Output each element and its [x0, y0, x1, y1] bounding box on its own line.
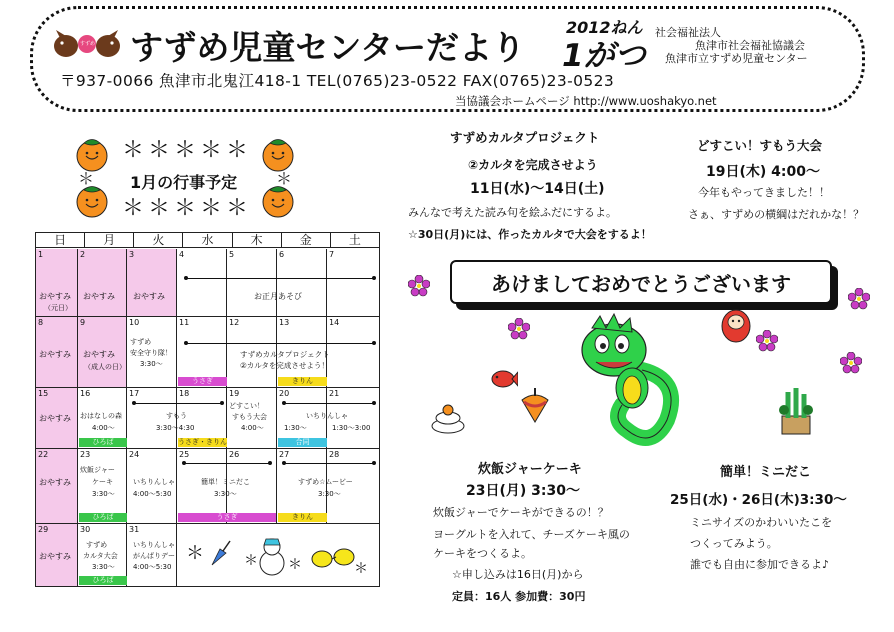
event-label: どすこい！ [229, 402, 264, 410]
star-icon: ＊ [148, 196, 171, 221]
calendar-cell [227, 249, 277, 317]
sumo-date: 19日(木) 4:00～ [706, 164, 820, 180]
holiday-note: （成人の日） [84, 363, 126, 371]
karuta-title: すずめカルタプロジェクト [450, 130, 600, 145]
event-label: いちりんしゃ [133, 478, 175, 486]
event-span-bar [284, 463, 374, 464]
event-label: すずめ☆ムービー [298, 478, 353, 486]
day-number: 13 [279, 318, 290, 327]
group-tag: ひろば [79, 438, 127, 447]
star-icon: ＊ [174, 196, 197, 221]
event-span-bar [284, 403, 374, 404]
calendar-cell [327, 249, 380, 317]
day-number: 24 [129, 450, 140, 459]
plum-flower-icon [848, 288, 870, 310]
event-span-bar [134, 403, 222, 404]
group-tag: きりん [278, 377, 327, 386]
cake-line1: 炊飯ジャーでケーキができるの！？ [433, 506, 609, 519]
holiday-label: おやすみ [39, 292, 71, 301]
karuta-dates: 11日(水)～14日(土) [470, 181, 605, 197]
event-label: すもう [166, 412, 187, 420]
star-icon: ＊ [226, 138, 249, 163]
day-number: 31 [129, 525, 140, 534]
plum-flower-icon [408, 275, 430, 297]
group-tag: うさぎ・きりん [178, 438, 227, 446]
day-number: 12 [229, 318, 240, 327]
day-number: 9 [80, 318, 86, 327]
kite-date: 25日(水)・26日(木)3:30～ [670, 492, 847, 508]
weekday-sat: 土 [348, 233, 361, 247]
holiday-label: おやすみ [39, 478, 71, 487]
event-time: 3:30～ [318, 490, 341, 498]
day-number: 10 [129, 318, 140, 327]
cake-line3: ケーキをつくるよ。 [433, 547, 532, 560]
sumo-line1: 今年もやってきました！！ [698, 186, 830, 199]
weekday-fri: 金 [282, 233, 331, 247]
holiday-label: おやすみ [83, 292, 115, 301]
holiday-label: おやすみ [133, 292, 165, 301]
mochi-icon [430, 404, 466, 434]
star-icon: ＊ [122, 196, 145, 221]
star-icon: ＊ [200, 138, 223, 163]
event-time: 3:30～ [140, 360, 163, 368]
day-number: 18 [179, 389, 190, 398]
star-icon: ＊ [148, 138, 171, 163]
holiday-label: おやすみ [83, 350, 115, 359]
holiday-label: おやすみ [39, 414, 71, 423]
fish-icon [490, 368, 518, 390]
svg-text:＊: ＊ [186, 543, 204, 564]
holiday-label: おやすみ [39, 552, 71, 561]
spinning-top-icon [518, 386, 552, 426]
kite-line2: つくってみよう。 [690, 537, 778, 550]
event-label: ②カルタを完成させよう！ [240, 361, 329, 370]
day-number: 17 [129, 389, 140, 398]
event-label: すずめカルタプロジェクト [240, 350, 330, 359]
events-title: 1月の行事予定 [130, 173, 238, 192]
event-label: 簡単！ミニだこ [201, 478, 250, 486]
org-council: 魚津市社会福祉協議会 [695, 39, 805, 52]
event-time: 4:00～ [92, 424, 115, 432]
day-number: 1 [38, 250, 44, 259]
day-number: 14 [329, 318, 340, 327]
event-label: がんばりデー [133, 552, 175, 560]
event-label: ケーキ [92, 478, 113, 486]
event-time: 3:30～ [92, 563, 115, 571]
day-number: 15 [38, 389, 49, 398]
day-number: 2 [80, 250, 86, 259]
group-tag: ひろば [79, 576, 127, 585]
org-type: 社会福祉法人 [655, 26, 721, 39]
star-icon: ＊ [276, 169, 293, 188]
calendar-cell [127, 249, 177, 317]
event-label: お正月あそび [254, 292, 302, 301]
organization-block [655, 26, 845, 65]
kite-line3: 誰でも自由に参加できるよ♪ [690, 558, 830, 571]
holiday-note: （元日） [44, 304, 72, 312]
cake-title: 炊飯ジャーケーキ [478, 462, 582, 477]
svg-text:＊: ＊ [244, 553, 258, 569]
group-tag: きりん [278, 513, 327, 522]
group-tag: うさぎ [178, 377, 227, 386]
day-number: 22 [38, 450, 49, 459]
day-number: 30 [80, 525, 91, 534]
day-number: 26 [229, 450, 240, 459]
cake-line2: ヨーグルトを入れて、チーズケーキ風の [433, 528, 630, 541]
event-label: すずめ [86, 541, 108, 549]
day-number: 23 [80, 450, 91, 459]
event-label: いちりんしゃ [306, 412, 348, 420]
weekday-wed: 水 [183, 233, 232, 247]
day-number: 20 [279, 389, 290, 398]
day-number: 29 [38, 525, 49, 534]
star-icon: ＊ [174, 138, 197, 163]
event-time: 1:30～3:00 [332, 424, 371, 432]
plum-flower-icon [508, 318, 530, 340]
kadomatsu-icon [776, 388, 816, 436]
day-number: 6 [279, 250, 285, 259]
day-number: 21 [329, 389, 340, 398]
karuta-note: ☆30日(月)には、作ったカルタで大会をするよ！ [408, 228, 652, 241]
svg-text:＊: ＊ [354, 561, 368, 577]
event-time: 4:00～5:30 [133, 563, 172, 571]
weekday-thu: 木 [233, 233, 282, 247]
day-number: 28 [329, 450, 340, 459]
weekday-sun: 日 [36, 233, 85, 247]
calendar-cell [277, 249, 327, 317]
org-facility: 魚津市立すずめ児童センター [665, 52, 808, 65]
weekday-tue: 火 [134, 233, 183, 247]
plum-flower-icon [756, 330, 778, 352]
dragon-mascot-icon [572, 310, 692, 450]
event-time: 1:30～ [284, 424, 307, 432]
event-label: いちりんしゃ [133, 541, 175, 549]
persimmon-icon [258, 134, 298, 172]
event-label: おはなしの森 [80, 412, 122, 420]
day-number: 11 [179, 318, 190, 327]
svg-text:＊: ＊ [288, 557, 302, 573]
day-number: 5 [229, 250, 235, 259]
newsletter-title: すずめ児童センターだより [130, 28, 526, 67]
cake-date: 23日(月) 3:30～ [466, 483, 580, 499]
event-time: 3:30～4:30 [156, 424, 195, 432]
star-icon: ＊ [200, 196, 223, 221]
event-time: 4:00～5:30 [133, 490, 172, 498]
calendar [35, 232, 380, 587]
kite-line1: ミニサイズのかわいいたこを [690, 516, 833, 529]
event-label: すずめ [130, 338, 152, 346]
plum-flower-icon [840, 352, 862, 374]
weekday-mon: 月 [85, 233, 134, 247]
issue-month: 1がつ [562, 38, 646, 74]
day-number: 7 [329, 250, 335, 259]
day-number: 4 [179, 250, 185, 259]
star-icon: ＊ [122, 138, 145, 163]
event-span-bar [186, 278, 374, 279]
event-label: 炊飯ジャー [80, 466, 115, 474]
day-number: 19 [229, 389, 240, 398]
day-number: 8 [38, 318, 44, 327]
calendar-cell [177, 249, 227, 317]
day-number: 25 [179, 450, 190, 459]
cake-line4: ☆申し込みは16日(月)から [452, 568, 584, 581]
issue-year: 2012ねん [566, 18, 643, 37]
star-icon: ＊ [78, 169, 95, 188]
sumo-title: どすこい！すもう大会 [697, 138, 823, 153]
event-label: 安全守り隊！ [130, 349, 172, 357]
holiday-label: おやすみ [39, 350, 71, 359]
karuta-desc: みんなで考えた読み句を絵ふだにするよ。 [408, 206, 617, 219]
calendar-cell [78, 249, 127, 317]
winter-doodle-icon [182, 535, 372, 581]
group-tag: うさぎ [178, 513, 276, 522]
group-tag: 合同 [278, 438, 327, 447]
persimmon-icon [72, 134, 112, 172]
sumo-line2: さぁ、すずめの横綱はだれかな！？ [688, 208, 865, 221]
event-span-bar [184, 463, 270, 464]
day-number: 27 [279, 450, 290, 459]
kite-title: 簡単！ミニだこ [720, 465, 812, 480]
homepage-link[interactable]: 当協議会ホームページ http://www.uoshakyo.net [455, 94, 717, 108]
star-icon: ＊ [226, 196, 249, 221]
group-tag: ひろば [79, 513, 127, 522]
event-label: すもう大会 [232, 413, 267, 421]
day-number: 3 [129, 250, 135, 259]
cake-line5: 定員：16人 参加費：30円 [452, 590, 586, 603]
logo-text: すずめ [80, 41, 96, 47]
calendar-cell [327, 317, 380, 388]
greeting-banner: あけましておめでとうございます [491, 272, 791, 296]
event-time: 3:30～ [214, 490, 237, 498]
calendar-weekday-header [36, 233, 379, 248]
event-time: 4:00～ [241, 424, 264, 432]
karuta-subtitle: ②カルタを完成させよう [468, 158, 598, 172]
daruma-icon [720, 306, 752, 344]
event-time: 3:30～ [92, 490, 115, 498]
address-line: 〒937-0066 魚津市北鬼江418-1 TEL(0765)23-0522 FAX(0765)23-0523 [60, 72, 615, 90]
event-label: カルタ大会 [83, 552, 118, 560]
day-number: 16 [80, 389, 91, 398]
event-span-bar [186, 343, 374, 344]
